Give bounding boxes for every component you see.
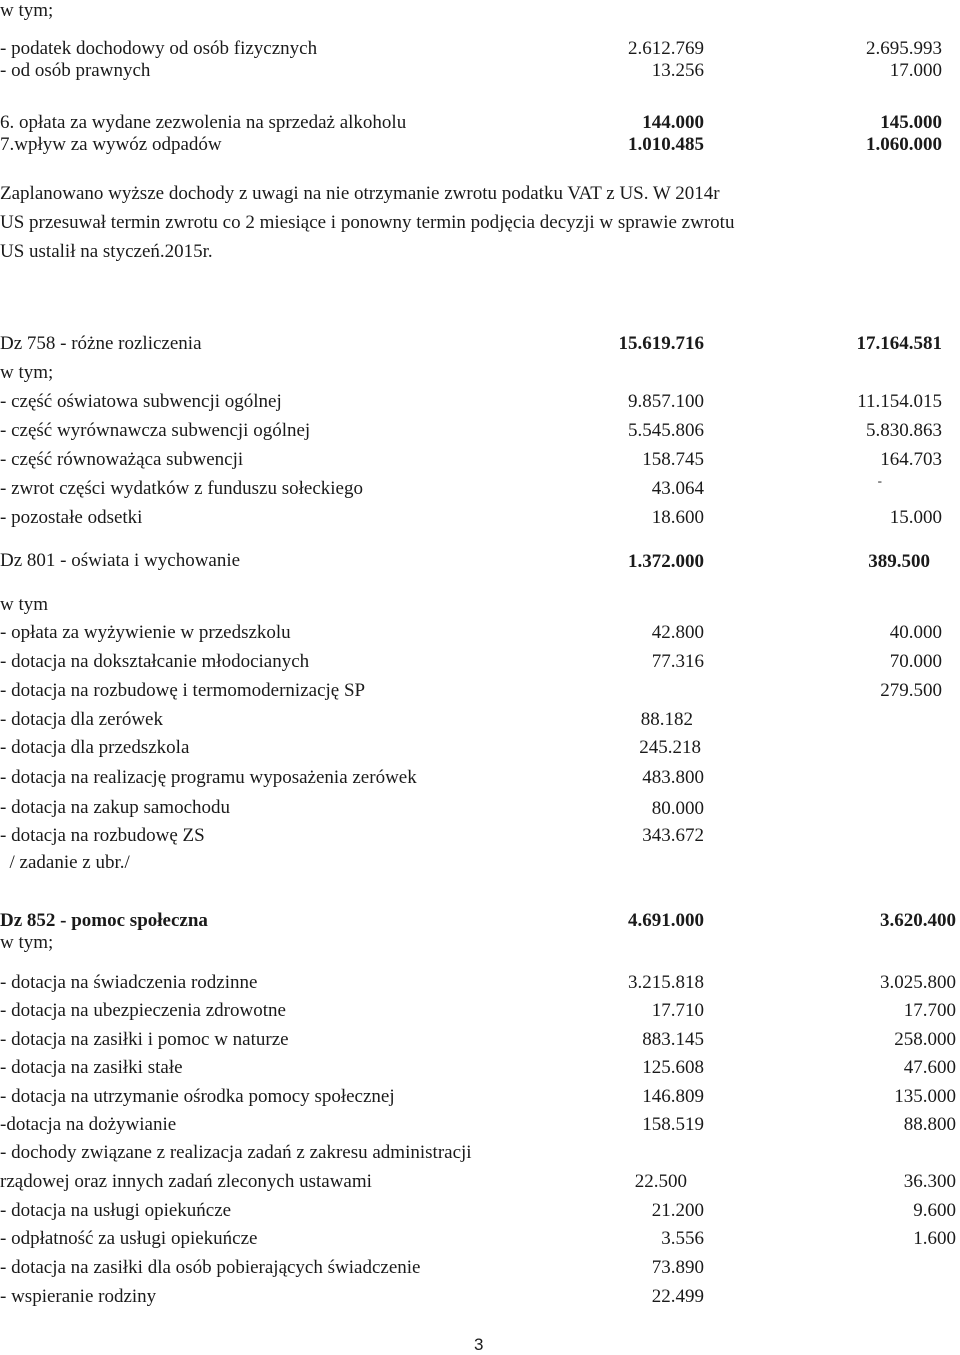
value-plan-2014: 158.745 bbox=[642, 449, 704, 470]
value-plan-2014: 483.800 bbox=[642, 767, 704, 788]
row-label: - część oświatowa subwencji ogólnej bbox=[0, 391, 282, 412]
row-label: - dotacja na realizację programu wyposażenia zerówek bbox=[0, 767, 417, 788]
value-plan-2014: 73.890 bbox=[651, 1257, 704, 1278]
value-plan-2014: 144.000 bbox=[642, 112, 704, 133]
value-plan-2014: 343.672 bbox=[642, 825, 704, 846]
value-plan-2015: 1.600 bbox=[913, 1228, 956, 1249]
row-label: - część równoważąca subwencji bbox=[0, 449, 244, 470]
value-plan-2014: 18.600 bbox=[651, 507, 704, 528]
row-label: - dotacja na zasiłki dla osób pobierających świadczenie bbox=[0, 1257, 421, 1278]
value-plan-2015: 9.600 bbox=[913, 1200, 956, 1221]
section-total-2014: 15.619.716 bbox=[618, 333, 704, 354]
row-label: 7.wpływ za wywóz odpadów bbox=[0, 134, 222, 155]
row-label: - pozostałe odsetki bbox=[0, 507, 143, 528]
value-plan-2015: 47.600 bbox=[903, 1057, 956, 1078]
value-plan-2014: 17.710 bbox=[651, 1000, 704, 1021]
row-label: - zwrot części wydatków z funduszu sołeckiego bbox=[0, 478, 363, 499]
value-plan-2014: 42.800 bbox=[651, 622, 704, 643]
row-label: - dotacja na dokształcanie młodocianych bbox=[0, 651, 310, 672]
value-plan-2015: 17.700 bbox=[903, 1000, 956, 1021]
value-plan-2014: 2.612.769 bbox=[628, 38, 704, 59]
section-total-2015: 17.164.581 bbox=[856, 333, 942, 354]
row-label: - dochody związane z realizacja zadań z zakresu administracji bbox=[0, 1142, 472, 1163]
row-label: - opłata za wyżywienie w przedszkolu bbox=[0, 622, 291, 643]
value-plan-2015: 17.000 bbox=[889, 60, 942, 81]
note-label: / zadanie z ubr./ bbox=[0, 852, 130, 873]
value-plan-2014: 13.256 bbox=[651, 60, 704, 81]
value-plan-2014: 77.316 bbox=[651, 651, 704, 672]
w-tym-label: w tym; bbox=[0, 362, 54, 383]
value-plan-2015: 135.000 bbox=[894, 1086, 956, 1107]
w-tym-label: w tym bbox=[0, 594, 49, 615]
value-plan-2014: 9.857.100 bbox=[628, 391, 704, 412]
w-tym-label: w tym; bbox=[0, 932, 54, 953]
row-label: - dotacja dla przedszkola bbox=[0, 737, 190, 758]
value-plan-2015: 1.060.000 bbox=[866, 134, 942, 155]
value-plan-2015: 2.695.993 bbox=[866, 38, 942, 59]
row-label: - dotacja na świadczenia rodzinne bbox=[0, 972, 258, 993]
row-label: - dotacja na rozbudowę ZS bbox=[0, 825, 205, 846]
row-label: - dotacja na zasiłki stałe bbox=[0, 1057, 183, 1078]
section-total-2014: 4.691.000 bbox=[628, 910, 704, 931]
row-label: - część wyrównawcza subwencji ogólnej bbox=[0, 420, 311, 441]
value-plan-2015: 258.000 bbox=[894, 1029, 956, 1050]
row-label: - dotacja dla zerówek bbox=[0, 709, 163, 730]
paragraph-line: Zaplanowano wyższe dochody z uwagi na nie otrzymanie zwrotu podatku VAT z US. W 2014r bbox=[0, 183, 720, 204]
row-label: 6. opłata za wydane zezwolenia na sprzedaż alkoholu bbox=[0, 112, 407, 133]
row-label: - dotacja na usługi opiekuńcze bbox=[0, 1200, 232, 1221]
value-plan-2014: 22.500 bbox=[634, 1171, 687, 1192]
section-total-2015: 3.620.400 bbox=[880, 910, 956, 931]
page-number: 3 bbox=[474, 1335, 484, 1354]
value-plan-2015: 164.703 bbox=[880, 449, 942, 470]
value-plan-2014: 22.499 bbox=[651, 1286, 704, 1307]
value-plan-2015: 3.025.800 bbox=[880, 972, 956, 993]
value-plan-2014: 125.608 bbox=[642, 1057, 704, 1078]
paragraph-line: US przesuwał termin zwrotu co 2 miesiące i ponowny termin podjęcia decyzji w sprawie zwrotu bbox=[0, 212, 735, 233]
row-label: - odpłatność za usługi opiekuńcze bbox=[0, 1228, 258, 1249]
value-plan-2014: 5.545.806 bbox=[628, 420, 704, 441]
value-plan-2014: 158.519 bbox=[642, 1114, 704, 1135]
value-plan-2015: 40.000 bbox=[889, 622, 942, 643]
explanation-paragraph bbox=[0, 179, 955, 266]
value-plan-2015: 70.000 bbox=[889, 651, 942, 672]
w-tym-label: w tym; bbox=[0, 0, 54, 21]
value-plan-2014: 245.218 bbox=[639, 737, 701, 758]
row-label: - dotacja na utrzymanie ośrodka pomocy społecznej bbox=[0, 1086, 395, 1107]
value-plan-2014: 43.064 bbox=[651, 478, 704, 499]
section-total-2014: 1.372.000 bbox=[628, 551, 704, 572]
value-plan-2015: 145.000 bbox=[880, 112, 942, 133]
value-plan-2014: 21.200 bbox=[651, 1200, 704, 1221]
value-plan-2015: 5.830.863 bbox=[866, 420, 942, 441]
row-label: rządowej oraz innych zadań zleconych ustawami bbox=[0, 1171, 372, 1192]
section-title: Dz 801 - oświata i wychowanie bbox=[0, 550, 241, 571]
value-plan-2014: 80.000 bbox=[651, 798, 704, 819]
value-plan-2014: 88.182 bbox=[640, 709, 693, 730]
section-title: Dz 758 - różne rozliczenia bbox=[0, 333, 202, 354]
section-total-2015: 389.500 bbox=[868, 551, 930, 572]
section-title: Dz 852 - pomoc społeczna bbox=[0, 910, 208, 931]
row-label: - dotacja na zasiłki i pomoc w naturze bbox=[0, 1029, 289, 1050]
value-plan-2014: 3.215.818 bbox=[628, 972, 704, 993]
value-plan-2014: 3.556 bbox=[661, 1228, 704, 1249]
value-plan-2014: 883.145 bbox=[642, 1029, 704, 1050]
row-label: - podatek dochodowy od osób fizycznych bbox=[0, 38, 318, 59]
paragraph-line: US ustalił na styczeń.2015r. bbox=[0, 241, 213, 262]
value-plan-2015: 88.800 bbox=[903, 1114, 956, 1135]
row-label: - wspieranie rodziny bbox=[0, 1286, 157, 1307]
row-label: - dotacja na zakup samochodu bbox=[0, 797, 231, 818]
row-label: - od osób prawnych bbox=[0, 60, 151, 81]
value-plan-2015: 11.154.015 bbox=[857, 391, 942, 412]
row-label: - dotacja na rozbudowę i termomodernizację SP bbox=[0, 680, 366, 701]
row-label: - dotacja na ubezpieczenia zdrowotne bbox=[0, 1000, 286, 1021]
value-plan-2015: 279.500 bbox=[880, 680, 942, 701]
value-plan-2014: 146.809 bbox=[642, 1086, 704, 1107]
value-plan-2014: 1.010.485 bbox=[628, 134, 704, 155]
value-plan-2015: - bbox=[877, 473, 882, 488]
value-plan-2015: 36.300 bbox=[903, 1171, 956, 1192]
row-label: -dotacja na dożywianie bbox=[0, 1114, 177, 1135]
value-plan-2015: 15.000 bbox=[889, 507, 942, 528]
